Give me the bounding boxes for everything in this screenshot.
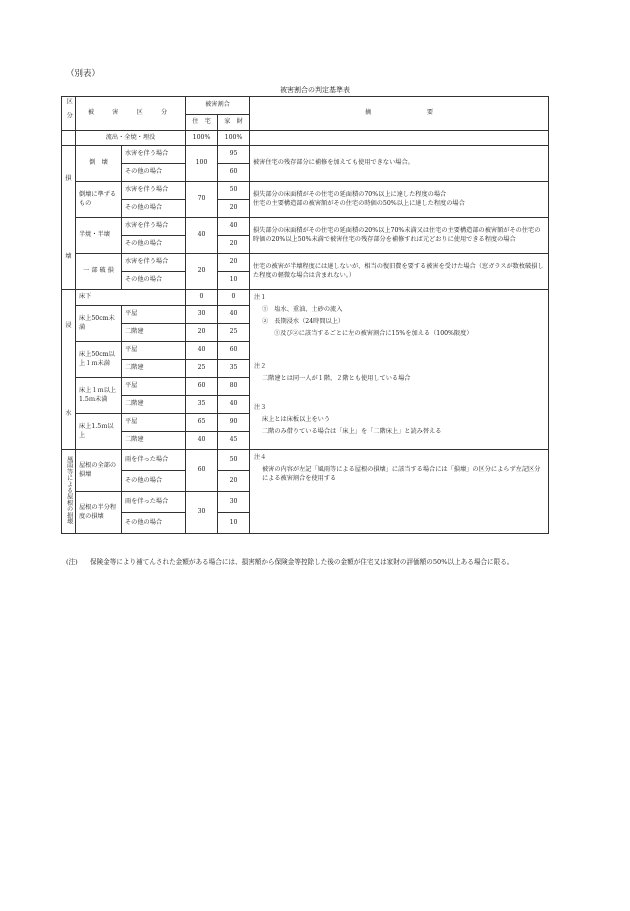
cond-cell: 平屋 — [122, 342, 186, 360]
note2-title: 注２ — [254, 362, 267, 370]
sub-label: 床上１ｍ以上1.5ｍ未満 — [76, 378, 122, 414]
cond-cell: 平屋 — [122, 378, 186, 396]
header-kazai: 家 財 — [218, 115, 250, 131]
cond-cell: 水害を伴う場合 — [122, 146, 186, 164]
jutaku-cell: 20 — [186, 254, 218, 290]
sub-label: 半焼・半壊 — [76, 218, 122, 254]
cond-cell: その他の場合 — [122, 513, 186, 534]
cond-cell: 雨を伴った場合 — [122, 492, 186, 513]
kazai-cell: 60 — [218, 342, 250, 360]
kazai-cell: 20 — [218, 254, 250, 272]
sub-label: 倒壊に準ずるもの — [76, 182, 122, 218]
cond-cell: 雨を伴った場合 — [122, 450, 186, 471]
note4-a: 被害の内容が左記「風雨等による屋根の損壊」に該当する場合には「損壊」の区分によらず左記区分による被害割合を使用する — [262, 465, 541, 482]
cond-cell: 平屋 — [122, 414, 186, 432]
shinsui-notes — [250, 290, 549, 450]
note4-title: 注４ — [254, 454, 267, 461]
group-sonkai-label: 損 壊 — [62, 146, 76, 290]
cond-cell: 二階建 — [122, 432, 186, 450]
table-row — [62, 146, 549, 164]
note2-a: 二階建とは同一人が１階、２階とも使用している場合 — [262, 374, 411, 382]
kazai-cell: 20 — [218, 236, 250, 254]
table-row — [62, 290, 549, 306]
cond-cell: その他の場合 — [122, 272, 186, 290]
ryushutsu-jutaku: 100% — [186, 131, 218, 146]
ryushutsu-label: 流出・全焼・埋没 — [76, 131, 186, 146]
kazai-cell: 60 — [218, 164, 250, 182]
cond-cell: 水害を伴う場合 — [122, 254, 186, 272]
kazai-cell: 80 — [218, 378, 250, 396]
table-row — [62, 218, 549, 236]
yukashita-label: 床下 — [76, 290, 186, 306]
cond-cell: 二階建 — [122, 324, 186, 342]
kazai-cell: 45 — [218, 432, 250, 450]
kazai-cell: 50 — [218, 182, 250, 200]
cond-cell: 二階建 — [122, 360, 186, 378]
jutaku-cell: 40 — [186, 218, 218, 254]
sub-label: 床上50cm未満 — [76, 306, 122, 342]
tekiyo-cell: 住宅の被害が半壊程度には達しないが、相当の復旧費を要する被害を受けた場合（窓ガラスが数枚破損した程度の軽微な場合は含まれない。） — [250, 254, 549, 290]
note3-a: 床上とは床板以上をいう — [262, 415, 331, 423]
header-higai-wariai: 被害割合 — [186, 97, 250, 115]
kazai-cell: 30 — [218, 492, 250, 513]
kazai-cell: 35 — [218, 360, 250, 378]
kazai-cell: 10 — [218, 272, 250, 290]
jutaku-cell: 60 — [186, 450, 218, 492]
kazai-cell: 0 — [218, 290, 250, 306]
tekiyo-cell: 被害住宅の残存部分に補修を加えても使用できない場合。 — [250, 146, 549, 182]
note1-a: ① 塩水、重油、土砂の流入 — [262, 305, 343, 313]
jutaku-cell: 70 — [186, 182, 218, 218]
jutaku-cell: 40 — [186, 432, 218, 450]
jutaku-cell: 20 — [186, 324, 218, 342]
table-row — [62, 182, 549, 200]
cond-cell: 水害を伴う場合 — [122, 218, 186, 236]
group-shinsui-label: 浸 水 — [62, 290, 76, 450]
criteria-table — [61, 96, 549, 534]
footnote-label: (注) — [66, 558, 78, 566]
jutaku-cell: 100 — [186, 146, 218, 182]
header-jutaku: 住 宅 — [186, 115, 218, 131]
cond-cell: その他の場合 — [122, 164, 186, 182]
jutaku-cell: 65 — [186, 414, 218, 432]
kazai-cell: 20 — [218, 471, 250, 492]
table-row — [62, 450, 549, 471]
note3-b: 二階のみ借りている場合は「床上」を「二階床上」と読み替える — [262, 427, 442, 435]
footnote — [66, 556, 550, 569]
sub-label: 屋根の半分程度の損壊 — [76, 492, 122, 534]
kazai-cell: 20 — [218, 200, 250, 218]
cond-cell: その他の場合 — [122, 471, 186, 492]
note1-title: 注１ — [254, 294, 267, 301]
kazai-cell: 40 — [218, 306, 250, 324]
sub-label: 倒 壊 — [76, 146, 122, 182]
jutaku-cell: 30 — [186, 306, 218, 324]
jutaku-cell: 25 — [186, 360, 218, 378]
ryushutsu-kazai: 100% — [218, 131, 250, 146]
cond-cell: 水害を伴う場合 — [122, 182, 186, 200]
note1-b: ② 長期浸水（24時間以上） — [262, 317, 345, 325]
tekiyo-cell: 損失部分の床面積がその住宅の延面積の70%以上に達した程度の場合 住宅の主要構造部の被害額がその住宅の時価の50%以上に達した程度の場合 — [250, 182, 549, 218]
header-tekiyo: 摘 要 — [250, 97, 549, 131]
page-label: （別表） — [66, 69, 101, 79]
group-fuu-label: 風雨等による屋根の損壊 — [62, 450, 76, 534]
jutaku-cell: 35 — [186, 396, 218, 414]
note1-c: ①及び②に該当するごとに左の被害割合に15%を加える（100%限度） — [274, 329, 473, 337]
jutaku-cell: 30 — [186, 492, 218, 534]
jutaku-cell: 40 — [186, 342, 218, 360]
kazai-cell: 90 — [218, 414, 250, 432]
footnote-text: 保険金等により補てんされた金額がある場合には、損害額から保険金等控除した後の金額が住宅又は家財の評価額の50%以上ある場合に限る。 — [89, 558, 514, 566]
kazai-cell: 40 — [218, 396, 250, 414]
fuu-notes — [250, 450, 549, 534]
table-row — [62, 254, 549, 272]
cond-cell: 二階建 — [122, 396, 186, 414]
kazai-cell: 25 — [218, 324, 250, 342]
cond-cell: その他の場合 — [122, 200, 186, 218]
sub-label: 屋根の全部の損壊 — [76, 450, 122, 492]
sub-label: 一 部 破 損 — [76, 254, 122, 290]
tekiyo-cell: 損失部分の床面積がその住宅の延面積の20%以上70%未満又は住宅の主要構造部の被害額がその住宅の時価の20%以上50%未満で被害住宅の残存部分を補修すれば元どおりに使用できる程度の場合 — [250, 218, 549, 254]
cond-cell: 平屋 — [122, 306, 186, 324]
kazai-cell: 50 — [218, 450, 250, 471]
jutaku-cell: 60 — [186, 378, 218, 396]
kazai-cell: 95 — [218, 146, 250, 164]
note3-title: 注３ — [254, 403, 267, 411]
cond-cell: その他の場合 — [122, 236, 186, 254]
kazai-cell: 10 — [218, 513, 250, 534]
jutaku-cell: 0 — [186, 290, 218, 306]
kazai-cell: 40 — [218, 218, 250, 236]
sub-label: 床上1.5ｍ以上 — [76, 414, 122, 450]
document-title: 被害割合の判定基準表 — [280, 86, 350, 94]
sub-label: 床上50cm以上１ｍ未満 — [76, 342, 122, 378]
row-ryushutsu — [62, 131, 549, 146]
header-higai-kubun: 被 害 区 分 — [76, 97, 186, 131]
header-kubun: 区分 — [62, 97, 76, 131]
